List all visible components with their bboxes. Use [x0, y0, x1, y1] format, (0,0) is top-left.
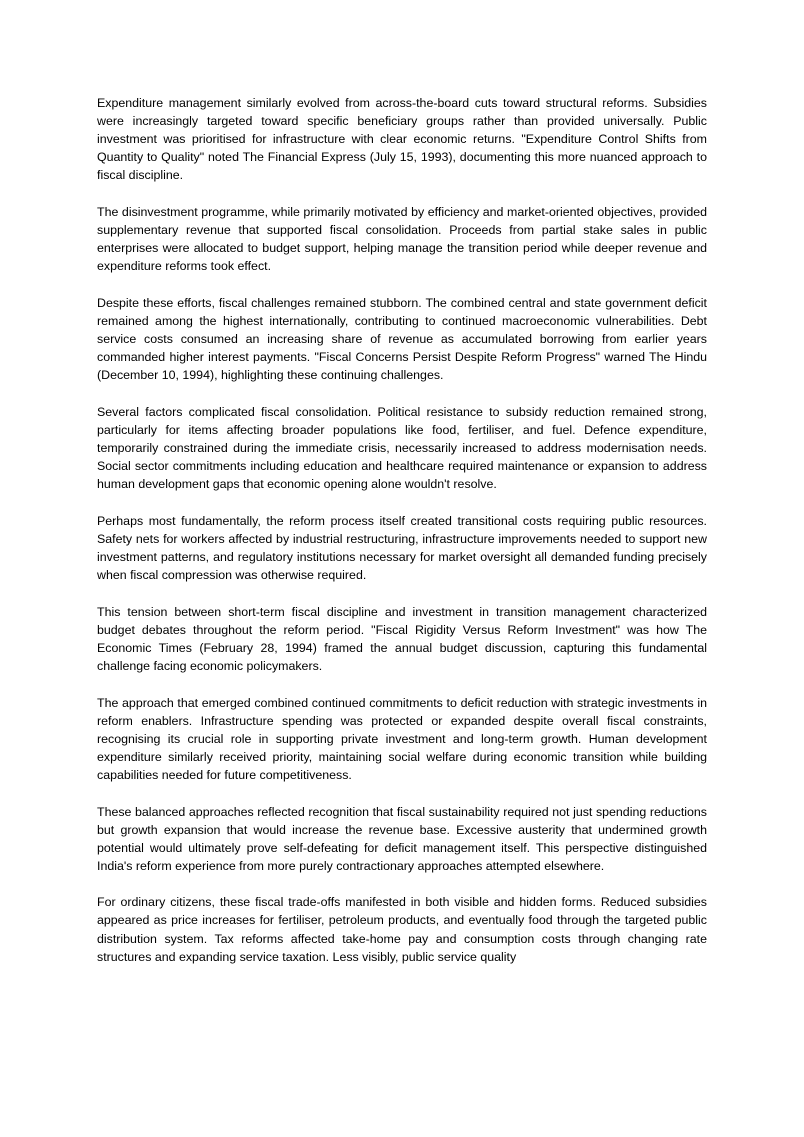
document-page — [97, 94, 707, 984]
paragraph-1: Expenditure management similarly evolved from across-the-board cuts toward structural reforms. Subsidies were increasingly targeted toward specific beneficiary groups rather than provided universally. Public investment was prioritised for infrastructure with clear economic returns. "Expenditure Control Shifts from Quantity to Quality" noted The Financial Express (July 15, 1993), documenting this more nuanced approach to fiscal discipline. — [97, 96, 707, 183]
paragraph-5: Perhaps most fundamentally, the reform process itself created transitional costs requiring public resources. Safety nets for workers affected by industrial restructuring, infrastructure improvements needed to support new investment patterns, and regulatory institutions necessary for market oversight all demanded funding precisely when fiscal compression was otherwise required. — [97, 513, 707, 583]
paragraph-7: The approach that emerged combined continued commitments to deficit reduction with strategic investments in reform enablers. Infrastructure spending was protected or expanded despite overall fiscal constraints, recognising its crucial role in supporting private investment and long-term growth. Human development expenditure similarly received priority, maintaining social welfare during economic transition while building capabilities needed for future competitiveness. — [97, 695, 707, 782]
paragraph-2: The disinvestment programme, while primarily motivated by efficiency and market-oriented objectives, provided supplementary revenue that supported fiscal consolidation. Proceeds from partial stake sales in public enterprises were allocated to budget support, helping manage the transition period while deeper revenue and expenditure reforms took effect. — [97, 204, 707, 274]
paragraph-8: These balanced approaches reflected recognition that fiscal sustainability required not just spending reductions but growth expansion that would increase the revenue base. Excessive austerity that undermined growth potential would ultimately prove self-defeating for deficit management itself. This perspective distinguished India's reform experience from more purely contractionary approaches attempted elsewhere. — [97, 804, 707, 873]
paragraph-6: This tension between short-term fiscal discipline and investment in transition management characterized budget debates throughout the reform period. "Fiscal Rigidity Versus Reform Investment" was how The Economic Times (February 28, 1994) framed the annual budget discussion, capturing this fundamental challenge facing economic policymakers. — [97, 604, 707, 673]
paragraph-3: Despite these efforts, fiscal challenges remained stubborn. The combined central and state government deficit remained among the highest internationally, contributing to continued macroeconomic vulnerabilities. Debt service costs consumed an increasing share of revenue as accumulated borrowing from earlier years commanded higher interest payments. "Fiscal Concerns Persist Despite Reform Progress" warned The Hindu (December 10, 1994), highlighting these continuing challenges. — [97, 295, 707, 383]
paragraph-9: For ordinary citizens, these fiscal trade-offs manifested in both visible and hidden forms. Reduced subsidies appeared as price increases for fertiliser, petroleum products, and eventually food through the targeted public distribution system. Tax reforms affected take-home pay and consumption costs through changing rate structures and expanding service taxation. Less visibly, public service quality — [97, 895, 707, 964]
paragraph-4: Several factors complicated fiscal consolidation. Political resistance to subsidy reduction remained strong, particularly for items affecting broader populations like food, fertiliser, and fuel. Defence expenditure, temporarily constrained during the immediate crisis, necessarily increased to address modernisation needs. Social sector commitments including education and healthcare required maintenance or expansion to address human development gaps that economic opening alone wouldn't resolve. — [97, 404, 707, 492]
